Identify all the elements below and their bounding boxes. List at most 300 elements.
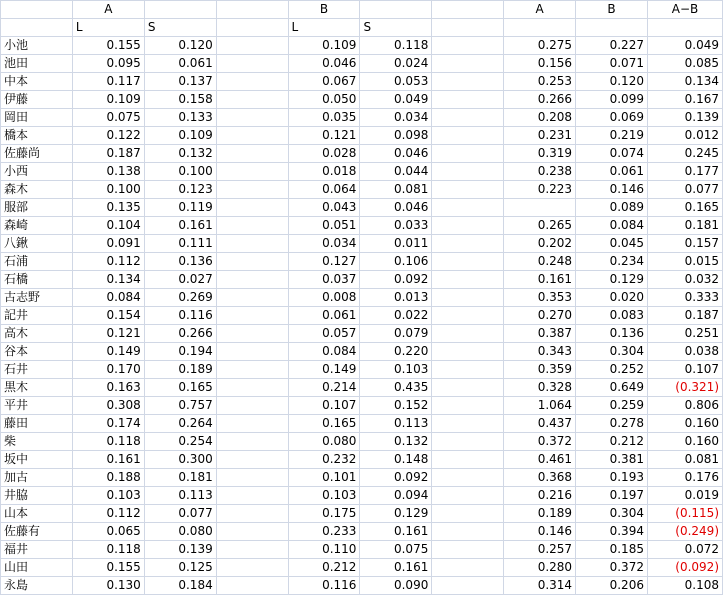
empty-cell[interactable] <box>432 505 504 523</box>
a-total-cell[interactable]: 0.238 <box>504 163 576 181</box>
b-s-cell[interactable]: 0.220 <box>360 343 432 361</box>
a-total-cell[interactable]: 0.328 <box>504 379 576 397</box>
a-total-cell[interactable]: 0.359 <box>504 361 576 379</box>
diff-cell[interactable]: 0.806 <box>647 397 722 415</box>
a-s-cell[interactable]: 0.133 <box>144 109 216 127</box>
subheader-cell[interactable] <box>432 19 504 37</box>
diff-cell[interactable]: 0.038 <box>647 343 722 361</box>
empty-cell[interactable] <box>216 379 288 397</box>
a-total-cell[interactable]: 0.437 <box>504 415 576 433</box>
b-total-cell[interactable]: 0.252 <box>576 361 648 379</box>
a-l-cell[interactable]: 0.095 <box>72 55 144 73</box>
empty-cell[interactable] <box>432 433 504 451</box>
a-s-cell[interactable]: 0.077 <box>144 505 216 523</box>
header-cell[interactable]: A−B <box>647 1 722 19</box>
header-cell[interactable]: B <box>576 1 648 19</box>
a-s-cell[interactable]: 0.136 <box>144 253 216 271</box>
a-l-cell[interactable]: 0.155 <box>72 559 144 577</box>
a-total-cell[interactable]: 0.189 <box>504 505 576 523</box>
a-s-cell[interactable]: 0.137 <box>144 73 216 91</box>
b-total-cell[interactable]: 0.045 <box>576 235 648 253</box>
empty-cell[interactable] <box>216 523 288 541</box>
b-s-cell[interactable]: 0.092 <box>360 271 432 289</box>
name-cell[interactable]: 石橋 <box>1 271 73 289</box>
b-l-cell[interactable]: 0.057 <box>288 325 360 343</box>
a-l-cell[interactable]: 0.118 <box>72 433 144 451</box>
a-total-cell[interactable] <box>504 199 576 217</box>
name-cell[interactable]: 永島 <box>1 577 73 595</box>
name-cell[interactable]: 佐藤有 <box>1 523 73 541</box>
a-l-cell[interactable]: 0.121 <box>72 325 144 343</box>
b-total-cell[interactable]: 0.206 <box>576 577 648 595</box>
diff-cell[interactable]: 0.177 <box>647 163 722 181</box>
empty-cell[interactable] <box>216 163 288 181</box>
header-cell[interactable] <box>144 1 216 19</box>
b-total-cell[interactable]: 0.136 <box>576 325 648 343</box>
empty-cell[interactable] <box>216 415 288 433</box>
empty-cell[interactable] <box>216 73 288 91</box>
b-l-cell[interactable]: 0.101 <box>288 469 360 487</box>
name-cell[interactable]: 池田 <box>1 55 73 73</box>
b-s-cell[interactable]: 0.161 <box>360 559 432 577</box>
a-s-cell[interactable]: 0.184 <box>144 577 216 595</box>
b-total-cell[interactable]: 0.227 <box>576 37 648 55</box>
b-l-cell[interactable]: 0.018 <box>288 163 360 181</box>
b-total-cell[interactable]: 0.234 <box>576 253 648 271</box>
header-cell[interactable]: B <box>288 1 360 19</box>
b-s-cell[interactable]: 0.094 <box>360 487 432 505</box>
a-total-cell[interactable]: 1.064 <box>504 397 576 415</box>
b-total-cell[interactable]: 0.278 <box>576 415 648 433</box>
a-total-cell[interactable]: 0.368 <box>504 469 576 487</box>
a-s-cell[interactable]: 0.194 <box>144 343 216 361</box>
diff-cell[interactable]: 0.107 <box>647 361 722 379</box>
a-total-cell[interactable]: 0.231 <box>504 127 576 145</box>
diff-cell[interactable]: 0.049 <box>647 37 722 55</box>
b-s-cell[interactable]: 0.049 <box>360 91 432 109</box>
b-l-cell[interactable]: 0.080 <box>288 433 360 451</box>
empty-cell[interactable] <box>216 307 288 325</box>
header-cell[interactable] <box>1 1 73 19</box>
b-total-cell[interactable]: 0.083 <box>576 307 648 325</box>
header-cell[interactable]: A <box>72 1 144 19</box>
name-cell[interactable]: 山本 <box>1 505 73 523</box>
name-cell[interactable]: 平井 <box>1 397 73 415</box>
diff-cell[interactable]: 0.019 <box>647 487 722 505</box>
b-l-cell[interactable]: 0.110 <box>288 541 360 559</box>
empty-cell[interactable] <box>216 109 288 127</box>
a-total-cell[interactable]: 0.353 <box>504 289 576 307</box>
b-l-cell[interactable]: 0.212 <box>288 559 360 577</box>
a-total-cell[interactable]: 0.253 <box>504 73 576 91</box>
a-l-cell[interactable]: 0.065 <box>72 523 144 541</box>
name-cell[interactable]: 森崎 <box>1 217 73 235</box>
name-cell[interactable]: 小西 <box>1 163 73 181</box>
b-s-cell[interactable]: 0.044 <box>360 163 432 181</box>
empty-cell[interactable] <box>216 271 288 289</box>
a-s-cell[interactable]: 0.061 <box>144 55 216 73</box>
b-l-cell[interactable]: 0.107 <box>288 397 360 415</box>
a-l-cell[interactable]: 0.161 <box>72 451 144 469</box>
b-l-cell[interactable]: 0.046 <box>288 55 360 73</box>
empty-cell[interactable] <box>216 343 288 361</box>
b-total-cell[interactable]: 0.146 <box>576 181 648 199</box>
subheader-cell[interactable]: L <box>72 19 144 37</box>
b-l-cell[interactable]: 0.035 <box>288 109 360 127</box>
diff-cell[interactable]: 0.251 <box>647 325 722 343</box>
b-l-cell[interactable]: 0.037 <box>288 271 360 289</box>
subheader-cell[interactable] <box>647 19 722 37</box>
empty-cell[interactable] <box>432 199 504 217</box>
name-cell[interactable]: 井脇 <box>1 487 73 505</box>
b-l-cell[interactable]: 0.051 <box>288 217 360 235</box>
a-s-cell[interactable]: 0.080 <box>144 523 216 541</box>
b-s-cell[interactable]: 0.034 <box>360 109 432 127</box>
diff-cell[interactable]: 0.167 <box>647 91 722 109</box>
a-s-cell[interactable]: 0.116 <box>144 307 216 325</box>
b-l-cell[interactable]: 0.127 <box>288 253 360 271</box>
empty-cell[interactable] <box>432 109 504 127</box>
a-total-cell[interactable]: 0.216 <box>504 487 576 505</box>
b-total-cell[interactable]: 0.020 <box>576 289 648 307</box>
name-cell[interactable]: 福井 <box>1 541 73 559</box>
empty-cell[interactable] <box>216 199 288 217</box>
b-l-cell[interactable]: 0.116 <box>288 577 360 595</box>
a-s-cell[interactable]: 0.119 <box>144 199 216 217</box>
a-s-cell[interactable]: 0.113 <box>144 487 216 505</box>
empty-cell[interactable] <box>216 181 288 199</box>
name-cell[interactable]: 記井 <box>1 307 73 325</box>
b-s-cell[interactable]: 0.098 <box>360 127 432 145</box>
diff-cell[interactable]: 0.077 <box>647 181 722 199</box>
b-s-cell[interactable]: 0.106 <box>360 253 432 271</box>
a-s-cell[interactable]: 0.027 <box>144 271 216 289</box>
b-s-cell[interactable]: 0.148 <box>360 451 432 469</box>
b-s-cell[interactable]: 0.013 <box>360 289 432 307</box>
header-cell[interactable]: A <box>504 1 576 19</box>
name-cell[interactable]: 柴 <box>1 433 73 451</box>
diff-cell[interactable]: 0.157 <box>647 235 722 253</box>
a-l-cell[interactable]: 0.308 <box>72 397 144 415</box>
a-total-cell[interactable]: 0.387 <box>504 325 576 343</box>
subheader-cell[interactable] <box>216 19 288 37</box>
empty-cell[interactable] <box>432 469 504 487</box>
empty-cell[interactable] <box>432 217 504 235</box>
subheader-cell[interactable]: S <box>144 19 216 37</box>
b-total-cell[interactable]: 0.372 <box>576 559 648 577</box>
diff-cell[interactable]: 0.139 <box>647 109 722 127</box>
subheader-cell[interactable] <box>1 19 73 37</box>
subheader-cell[interactable]: S <box>360 19 432 37</box>
a-total-cell[interactable]: 0.161 <box>504 271 576 289</box>
a-total-cell[interactable]: 0.270 <box>504 307 576 325</box>
empty-cell[interactable] <box>432 361 504 379</box>
name-cell[interactable]: 中本 <box>1 73 73 91</box>
empty-cell[interactable] <box>216 127 288 145</box>
b-l-cell[interactable]: 0.064 <box>288 181 360 199</box>
empty-cell[interactable] <box>216 325 288 343</box>
empty-cell[interactable] <box>432 289 504 307</box>
b-l-cell[interactable]: 0.084 <box>288 343 360 361</box>
name-cell[interactable]: 加古 <box>1 469 73 487</box>
b-total-cell[interactable]: 0.381 <box>576 451 648 469</box>
a-l-cell[interactable]: 0.112 <box>72 505 144 523</box>
diff-cell[interactable]: (0.115) <box>647 505 722 523</box>
b-total-cell[interactable]: 0.212 <box>576 433 648 451</box>
a-total-cell[interactable]: 0.372 <box>504 433 576 451</box>
name-cell[interactable]: 服部 <box>1 199 73 217</box>
b-l-cell[interactable]: 0.214 <box>288 379 360 397</box>
a-total-cell[interactable]: 0.265 <box>504 217 576 235</box>
b-s-cell[interactable]: 0.103 <box>360 361 432 379</box>
empty-cell[interactable] <box>216 235 288 253</box>
empty-cell[interactable] <box>432 91 504 109</box>
name-cell[interactable]: 橋本 <box>1 127 73 145</box>
b-l-cell[interactable]: 0.067 <box>288 73 360 91</box>
a-s-cell[interactable]: 0.254 <box>144 433 216 451</box>
empty-cell[interactable] <box>216 487 288 505</box>
empty-cell[interactable] <box>216 451 288 469</box>
a-total-cell[interactable]: 0.461 <box>504 451 576 469</box>
empty-cell[interactable] <box>432 577 504 595</box>
empty-cell[interactable] <box>432 235 504 253</box>
diff-cell[interactable]: 0.032 <box>647 271 722 289</box>
diff-cell[interactable]: 0.245 <box>647 145 722 163</box>
empty-cell[interactable] <box>432 145 504 163</box>
b-total-cell[interactable]: 0.084 <box>576 217 648 235</box>
b-s-cell[interactable]: 0.046 <box>360 145 432 163</box>
empty-cell[interactable] <box>216 469 288 487</box>
name-cell[interactable]: 高木 <box>1 325 73 343</box>
empty-cell[interactable] <box>432 253 504 271</box>
empty-cell[interactable] <box>216 253 288 271</box>
b-s-cell[interactable]: 0.113 <box>360 415 432 433</box>
diff-cell[interactable]: 0.072 <box>647 541 722 559</box>
a-l-cell[interactable]: 0.109 <box>72 91 144 109</box>
empty-cell[interactable] <box>216 217 288 235</box>
a-l-cell[interactable]: 0.084 <box>72 289 144 307</box>
empty-cell[interactable] <box>432 487 504 505</box>
b-total-cell[interactable]: 0.099 <box>576 91 648 109</box>
header-cell[interactable] <box>216 1 288 19</box>
name-cell[interactable]: 岡田 <box>1 109 73 127</box>
a-l-cell[interactable]: 0.118 <box>72 541 144 559</box>
diff-cell[interactable]: 0.085 <box>647 55 722 73</box>
a-l-cell[interactable]: 0.170 <box>72 361 144 379</box>
empty-cell[interactable] <box>432 415 504 433</box>
b-total-cell[interactable]: 0.071 <box>576 55 648 73</box>
empty-cell[interactable] <box>216 361 288 379</box>
a-total-cell[interactable]: 0.319 <box>504 145 576 163</box>
a-l-cell[interactable]: 0.117 <box>72 73 144 91</box>
empty-cell[interactable] <box>216 289 288 307</box>
empty-cell[interactable] <box>432 559 504 577</box>
b-total-cell[interactable]: 0.193 <box>576 469 648 487</box>
b-total-cell[interactable]: 0.304 <box>576 505 648 523</box>
b-s-cell[interactable]: 0.132 <box>360 433 432 451</box>
b-total-cell[interactable]: 0.304 <box>576 343 648 361</box>
empty-cell[interactable] <box>432 343 504 361</box>
b-l-cell[interactable]: 0.103 <box>288 487 360 505</box>
name-cell[interactable]: 森木 <box>1 181 73 199</box>
a-l-cell[interactable]: 0.187 <box>72 145 144 163</box>
a-s-cell[interactable]: 0.189 <box>144 361 216 379</box>
a-l-cell[interactable]: 0.103 <box>72 487 144 505</box>
diff-cell[interactable]: 0.160 <box>647 433 722 451</box>
name-cell[interactable]: 八鍬 <box>1 235 73 253</box>
b-l-cell[interactable]: 0.232 <box>288 451 360 469</box>
diff-cell[interactable]: 0.187 <box>647 307 722 325</box>
a-l-cell[interactable]: 0.188 <box>72 469 144 487</box>
empty-cell[interactable] <box>216 397 288 415</box>
diff-cell[interactable]: (0.092) <box>647 559 722 577</box>
b-s-cell[interactable]: 0.090 <box>360 577 432 595</box>
a-l-cell[interactable]: 0.100 <box>72 181 144 199</box>
b-s-cell[interactable]: 0.152 <box>360 397 432 415</box>
empty-cell[interactable] <box>216 433 288 451</box>
b-l-cell[interactable]: 0.043 <box>288 199 360 217</box>
name-cell[interactable]: 古志野 <box>1 289 73 307</box>
a-s-cell[interactable]: 0.757 <box>144 397 216 415</box>
b-l-cell[interactable]: 0.061 <box>288 307 360 325</box>
empty-cell[interactable] <box>432 55 504 73</box>
b-total-cell[interactable]: 0.089 <box>576 199 648 217</box>
a-total-cell[interactable]: 0.146 <box>504 523 576 541</box>
a-s-cell[interactable]: 0.139 <box>144 541 216 559</box>
b-total-cell[interactable]: 0.394 <box>576 523 648 541</box>
b-l-cell[interactable]: 0.175 <box>288 505 360 523</box>
a-l-cell[interactable]: 0.149 <box>72 343 144 361</box>
empty-cell[interactable] <box>216 55 288 73</box>
name-cell[interactable]: 山田 <box>1 559 73 577</box>
b-total-cell[interactable]: 0.219 <box>576 127 648 145</box>
a-l-cell[interactable]: 0.154 <box>72 307 144 325</box>
diff-cell[interactable]: (0.321) <box>647 379 722 397</box>
diff-cell[interactable]: 0.181 <box>647 217 722 235</box>
b-total-cell[interactable]: 0.061 <box>576 163 648 181</box>
b-s-cell[interactable]: 0.079 <box>360 325 432 343</box>
a-s-cell[interactable]: 0.120 <box>144 37 216 55</box>
b-s-cell[interactable]: 0.081 <box>360 181 432 199</box>
empty-cell[interactable] <box>216 37 288 55</box>
empty-cell[interactable] <box>216 145 288 163</box>
b-s-cell[interactable]: 0.011 <box>360 235 432 253</box>
name-cell[interactable]: 石井 <box>1 361 73 379</box>
a-total-cell[interactable]: 0.275 <box>504 37 576 55</box>
empty-cell[interactable] <box>216 559 288 577</box>
name-cell[interactable]: 佐藤尚 <box>1 145 73 163</box>
b-l-cell[interactable]: 0.008 <box>288 289 360 307</box>
a-s-cell[interactable]: 0.109 <box>144 127 216 145</box>
subheader-cell[interactable]: L <box>288 19 360 37</box>
a-s-cell[interactable]: 0.300 <box>144 451 216 469</box>
empty-cell[interactable] <box>432 163 504 181</box>
a-total-cell[interactable]: 0.156 <box>504 55 576 73</box>
a-s-cell[interactable]: 0.181 <box>144 469 216 487</box>
empty-cell[interactable] <box>432 181 504 199</box>
name-cell[interactable]: 坂中 <box>1 451 73 469</box>
b-s-cell[interactable]: 0.075 <box>360 541 432 559</box>
b-total-cell[interactable]: 0.069 <box>576 109 648 127</box>
name-cell[interactable]: 小池 <box>1 37 73 55</box>
a-total-cell[interactable]: 0.208 <box>504 109 576 127</box>
b-l-cell[interactable]: 0.028 <box>288 145 360 163</box>
empty-cell[interactable] <box>432 541 504 559</box>
a-total-cell[interactable]: 0.343 <box>504 343 576 361</box>
a-l-cell[interactable]: 0.138 <box>72 163 144 181</box>
diff-cell[interactable]: 0.108 <box>647 577 722 595</box>
a-total-cell[interactable]: 0.257 <box>504 541 576 559</box>
b-total-cell[interactable]: 0.120 <box>576 73 648 91</box>
b-l-cell[interactable]: 0.165 <box>288 415 360 433</box>
b-l-cell[interactable]: 0.050 <box>288 91 360 109</box>
a-s-cell[interactable]: 0.158 <box>144 91 216 109</box>
a-total-cell[interactable]: 0.280 <box>504 559 576 577</box>
b-l-cell[interactable]: 0.121 <box>288 127 360 145</box>
a-l-cell[interactable]: 0.134 <box>72 271 144 289</box>
a-s-cell[interactable]: 0.100 <box>144 163 216 181</box>
diff-cell[interactable]: 0.134 <box>647 73 722 91</box>
a-s-cell[interactable]: 0.264 <box>144 415 216 433</box>
empty-cell[interactable] <box>432 127 504 145</box>
a-s-cell[interactable]: 0.266 <box>144 325 216 343</box>
b-s-cell[interactable]: 0.118 <box>360 37 432 55</box>
b-s-cell[interactable]: 0.024 <box>360 55 432 73</box>
a-total-cell[interactable]: 0.223 <box>504 181 576 199</box>
b-l-cell[interactable]: 0.034 <box>288 235 360 253</box>
empty-cell[interactable] <box>432 325 504 343</box>
a-s-cell[interactable]: 0.125 <box>144 559 216 577</box>
b-l-cell[interactable]: 0.109 <box>288 37 360 55</box>
b-s-cell[interactable]: 0.046 <box>360 199 432 217</box>
a-l-cell[interactable]: 0.104 <box>72 217 144 235</box>
b-l-cell[interactable]: 0.149 <box>288 361 360 379</box>
empty-cell[interactable] <box>216 541 288 559</box>
b-total-cell[interactable]: 0.649 <box>576 379 648 397</box>
b-total-cell[interactable]: 0.197 <box>576 487 648 505</box>
a-s-cell[interactable]: 0.111 <box>144 235 216 253</box>
empty-cell[interactable] <box>216 505 288 523</box>
a-l-cell[interactable]: 0.112 <box>72 253 144 271</box>
a-total-cell[interactable]: 0.314 <box>504 577 576 595</box>
b-total-cell[interactable]: 0.074 <box>576 145 648 163</box>
b-s-cell[interactable]: 0.161 <box>360 523 432 541</box>
empty-cell[interactable] <box>432 271 504 289</box>
empty-cell[interactable] <box>432 379 504 397</box>
name-cell[interactable]: 藤田 <box>1 415 73 433</box>
a-s-cell[interactable]: 0.132 <box>144 145 216 163</box>
b-l-cell[interactable]: 0.233 <box>288 523 360 541</box>
b-s-cell[interactable]: 0.033 <box>360 217 432 235</box>
b-s-cell[interactable]: 0.435 <box>360 379 432 397</box>
a-l-cell[interactable]: 0.122 <box>72 127 144 145</box>
diff-cell[interactable]: 0.015 <box>647 253 722 271</box>
name-cell[interactable]: 伊藤 <box>1 91 73 109</box>
diff-cell[interactable]: 0.165 <box>647 199 722 217</box>
header-cell[interactable] <box>432 1 504 19</box>
a-s-cell[interactable]: 0.161 <box>144 217 216 235</box>
a-total-cell[interactable]: 0.266 <box>504 91 576 109</box>
empty-cell[interactable] <box>216 577 288 595</box>
a-s-cell[interactable]: 0.165 <box>144 379 216 397</box>
a-s-cell[interactable]: 0.269 <box>144 289 216 307</box>
b-s-cell[interactable]: 0.022 <box>360 307 432 325</box>
diff-cell[interactable]: 0.160 <box>647 415 722 433</box>
empty-cell[interactable] <box>432 73 504 91</box>
a-l-cell[interactable]: 0.174 <box>72 415 144 433</box>
a-s-cell[interactable]: 0.123 <box>144 181 216 199</box>
diff-cell[interactable]: 0.012 <box>647 127 722 145</box>
